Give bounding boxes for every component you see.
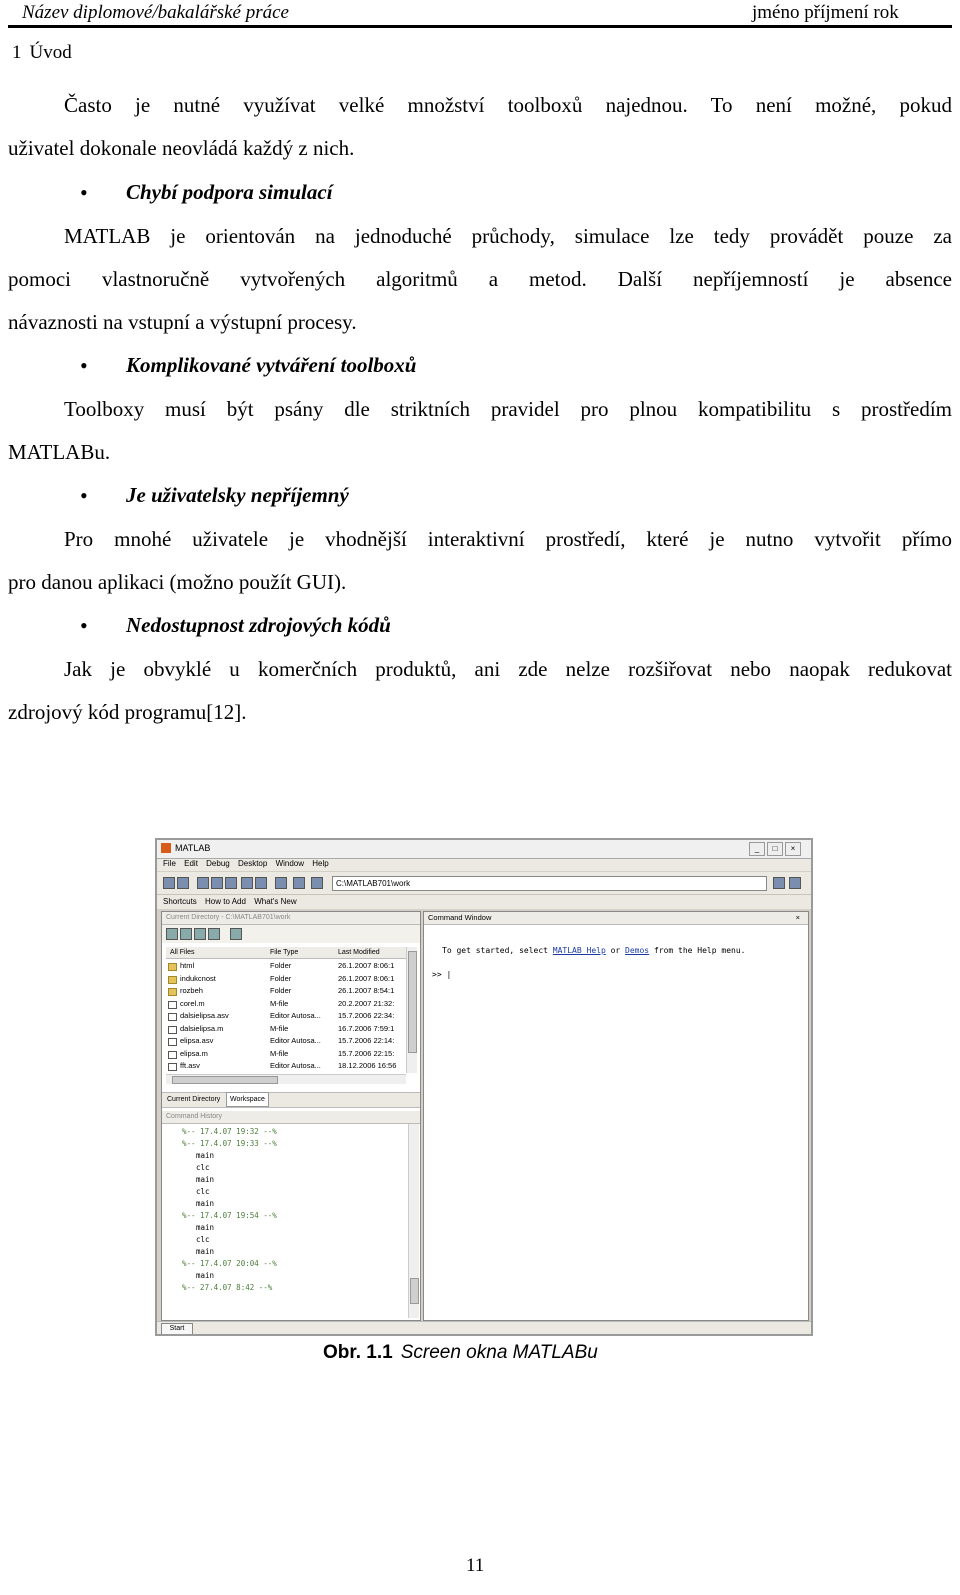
file-row[interactable] bbox=[166, 1035, 406, 1048]
command-welcome-text bbox=[442, 946, 745, 955]
history-entry[interactable]: %-- 17.4.07 19:33 --% bbox=[182, 1139, 277, 1148]
file-type: Folder bbox=[270, 973, 292, 983]
history-entry[interactable]: %-- 27.4.07 8:42 --% bbox=[182, 1283, 273, 1292]
file-type: Folder bbox=[270, 986, 292, 995]
minimize-icon[interactable]: _ bbox=[749, 842, 765, 856]
simulink-icon[interactable] bbox=[275, 877, 287, 889]
paste-icon[interactable] bbox=[225, 877, 237, 889]
file-date: 26.1.2007 8:06:1 bbox=[338, 961, 395, 970]
close-icon[interactable]: × bbox=[795, 913, 800, 922]
guide-icon[interactable] bbox=[293, 877, 305, 889]
history-entry[interactable]: main bbox=[196, 1271, 215, 1280]
main-toolbar bbox=[157, 872, 811, 895]
browse-folder-icon[interactable] bbox=[773, 877, 785, 889]
tab-workspace[interactable]: Workspace bbox=[226, 1092, 269, 1107]
window-title: MATLAB bbox=[175, 843, 211, 853]
file-name: html bbox=[180, 961, 195, 970]
figure-label: Obr. 1.1 bbox=[323, 1342, 393, 1363]
file-type: Editor Autosa... bbox=[270, 1011, 321, 1020]
m-file-icon bbox=[168, 1051, 177, 1059]
bullet-dot: • bbox=[80, 353, 88, 378]
file-row[interactable] bbox=[166, 960, 406, 973]
file-date: 16.7.2006 7:59:1 bbox=[338, 1023, 395, 1033]
history-entry[interactable]: clc bbox=[196, 1187, 210, 1196]
figure-caption-text: Screen okna MATLABu bbox=[400, 1342, 598, 1363]
current-directory-title: Current Directory - C:\MATLAB701\work bbox=[166, 914, 291, 921]
whats-new-link[interactable]: What's New bbox=[254, 897, 297, 906]
column-all-files[interactable]: All Files bbox=[170, 949, 195, 956]
folder-icon bbox=[168, 976, 177, 984]
current-directory-input[interactable]: C:\MATLAB701\work bbox=[332, 876, 767, 891]
bullet-dot: • bbox=[80, 483, 88, 508]
menu-bar bbox=[157, 859, 811, 871]
header-rule bbox=[8, 25, 952, 28]
paragraph-line: Pro mnohé uživatele je vhodnější interaktivní prostředí, které je nutno vytvořit přímo bbox=[64, 527, 952, 551]
paragraph-line: Toolboxy musí být psány dle striktních pravidel pro plnou kompatibilitu s prostředím bbox=[64, 397, 952, 421]
command-history-header bbox=[162, 1111, 420, 1124]
menu-window[interactable]: Window bbox=[275, 859, 305, 868]
command-history-title: Command History bbox=[166, 1113, 223, 1120]
scroll-thumb[interactable] bbox=[408, 951, 417, 1053]
chapter-title: Úvod bbox=[29, 42, 72, 63]
matlab-screenshot bbox=[155, 838, 813, 1336]
bullet-paragraph bbox=[8, 518, 952, 604]
file-type: Editor Autosa... bbox=[270, 1036, 321, 1045]
command-window-title: Command Window bbox=[428, 913, 492, 922]
paragraph-line: pro danou aplikaci (možno použít GUI). bbox=[8, 570, 347, 594]
file-type: M-file bbox=[270, 1048, 289, 1058]
file-name: rozbeh bbox=[180, 986, 203, 995]
paragraph-line: pomoci vlastnoručně vytvořených algoritmů a metod. Další nepříjemností je absence bbox=[8, 267, 952, 291]
column-file-type[interactable]: File Type bbox=[270, 949, 299, 956]
history-entry[interactable]: main bbox=[196, 1175, 215, 1184]
matlab-help-link[interactable]: MATLAB Help bbox=[552, 946, 606, 955]
start-button[interactable]: Start bbox=[161, 1323, 193, 1335]
current-directory-header bbox=[162, 912, 420, 925]
file-type: Folder bbox=[270, 961, 292, 970]
paragraph-line: návaznosti na vstupní a výstupní procesy. bbox=[8, 310, 357, 334]
open-file-icon[interactable] bbox=[177, 877, 189, 889]
cut-icon[interactable] bbox=[197, 877, 209, 889]
file-row[interactable] bbox=[166, 1048, 406, 1061]
panel-tabs bbox=[162, 1092, 420, 1108]
paragraph-line: MATLABu. bbox=[8, 440, 111, 464]
figure-caption bbox=[323, 1342, 598, 1364]
window-titlebar bbox=[157, 840, 811, 859]
history-entry[interactable]: main bbox=[196, 1247, 215, 1256]
left-panel bbox=[161, 911, 421, 1321]
file-type: M-file bbox=[270, 1023, 289, 1033]
welcome-text-c: from the Help menu. bbox=[649, 946, 746, 955]
intro-paragraph bbox=[8, 84, 952, 170]
folder-icon bbox=[168, 963, 177, 971]
history-entry[interactable]: clc bbox=[196, 1163, 210, 1172]
file-list-scrollbar[interactable] bbox=[406, 947, 417, 1073]
m-file-icon bbox=[168, 1026, 177, 1034]
asv-file-icon bbox=[168, 1013, 177, 1021]
copy-icon[interactable] bbox=[211, 877, 223, 889]
file-list-hscrollbar[interactable] bbox=[166, 1074, 406, 1084]
file-name: elipsa.asv bbox=[180, 1036, 214, 1045]
bullet-heading: Chybí podpora simulací bbox=[126, 180, 333, 204]
file-list-header bbox=[166, 947, 406, 959]
redo-icon[interactable] bbox=[255, 877, 267, 889]
file-row[interactable] bbox=[166, 1010, 406, 1023]
file-name: corel.m bbox=[180, 998, 205, 1008]
bullet-heading: Nedostupnost zdrojových kódů bbox=[126, 613, 391, 637]
find-icon[interactable] bbox=[194, 928, 206, 940]
tab-current-directory[interactable]: Current Directory bbox=[167, 1096, 221, 1103]
help-icon[interactable] bbox=[311, 877, 323, 889]
bullet-paragraph bbox=[8, 648, 952, 734]
new-file-icon[interactable] bbox=[163, 877, 175, 889]
status-bar bbox=[157, 1321, 811, 1335]
bullet-dot: • bbox=[80, 180, 88, 205]
asv-file-icon bbox=[168, 1038, 177, 1046]
menu-debug[interactable]: Debug bbox=[206, 859, 230, 868]
new-folder-icon[interactable] bbox=[180, 928, 192, 940]
file-row[interactable] bbox=[166, 998, 406, 1011]
refresh-icon[interactable] bbox=[208, 928, 220, 940]
asv-file-icon bbox=[168, 1063, 177, 1071]
command-window[interactable] bbox=[423, 911, 809, 1321]
file-row[interactable] bbox=[166, 1060, 406, 1073]
shortcuts-bar bbox=[157, 895, 811, 909]
file-row[interactable] bbox=[166, 985, 406, 998]
m-file-icon bbox=[168, 1001, 177, 1009]
history-entry[interactable]: main bbox=[196, 1223, 215, 1232]
history-entry[interactable]: %-- 17.4.07 19:54 --% bbox=[182, 1211, 277, 1220]
intro-line-1: Často je nutné využívat velké množství toolboxů najednou. To není možné, pokud bbox=[64, 93, 952, 117]
file-date: 26.1.2007 8:06:1 bbox=[338, 973, 395, 983]
file-date: 20.2.2007 21:32: bbox=[338, 998, 395, 1008]
directory-toolbar bbox=[162, 925, 420, 943]
welcome-text-b: or bbox=[605, 946, 626, 955]
file-name: dalsielipsa.m bbox=[180, 1023, 224, 1033]
file-type: Editor Autosa... bbox=[270, 1061, 321, 1070]
welcome-text-a: To get started, select bbox=[442, 946, 553, 955]
file-name: elipsa.m bbox=[180, 1048, 208, 1058]
file-row[interactable] bbox=[166, 973, 406, 986]
scroll-thumb[interactable] bbox=[410, 1278, 419, 1304]
folder-up-icon[interactable] bbox=[166, 928, 178, 940]
maximize-icon[interactable]: □ bbox=[767, 842, 783, 856]
paragraph-line: Jak je obvyklé u komerčních produktů, ani zde nelze rozšiřovat nebo naopak redukovat bbox=[64, 657, 952, 681]
action-icon[interactable] bbox=[230, 928, 242, 940]
menu-desktop[interactable]: Desktop bbox=[237, 859, 268, 868]
menu-edit[interactable]: Edit bbox=[184, 859, 198, 868]
chapter-heading bbox=[12, 42, 80, 64]
folder-icon bbox=[168, 988, 177, 996]
file-name: indukcnost bbox=[180, 973, 216, 983]
author-year: jméno příjmení rok bbox=[752, 2, 899, 23]
bullet-paragraph bbox=[8, 388, 952, 474]
column-last-modified[interactable]: Last Modified bbox=[338, 949, 380, 956]
bullet-paragraph bbox=[8, 215, 952, 344]
history-entry[interactable]: %-- 17.4.07 20:04 --% bbox=[182, 1259, 277, 1268]
file-type: M-file bbox=[270, 998, 289, 1008]
file-date: 15.7.2006 22:34: bbox=[338, 1011, 395, 1020]
bullet-heading: Je uživatelsky nepříjemný bbox=[126, 483, 349, 507]
file-row[interactable] bbox=[166, 1023, 406, 1036]
prompt-symbol: >> bbox=[432, 970, 442, 979]
file-name: fft.asv bbox=[180, 1061, 200, 1070]
command-window-header bbox=[424, 912, 808, 925]
file-date: 18.12.2006 16:56 bbox=[338, 1061, 397, 1070]
menu-help[interactable]: Help bbox=[312, 859, 329, 868]
page-number: 11 bbox=[466, 1555, 485, 1576]
how-to-add-link[interactable]: How to Add bbox=[205, 897, 246, 906]
file-date: 26.1.2007 8:54:1 bbox=[338, 986, 395, 995]
undo-icon[interactable] bbox=[241, 877, 253, 889]
close-icon[interactable]: × bbox=[785, 842, 801, 856]
file-date: 15.7.2006 22:14: bbox=[338, 1036, 395, 1045]
history-scrollbar[interactable] bbox=[408, 1124, 419, 1318]
demos-link[interactable]: Demos bbox=[625, 946, 650, 955]
bullet-heading: Komplikované vytváření toolboxů bbox=[126, 353, 417, 377]
chapter-number: 1 bbox=[12, 42, 22, 63]
parent-folder-icon[interactable] bbox=[789, 877, 801, 889]
file-name: dalsielipsa.asv bbox=[180, 1011, 229, 1020]
command-prompt[interactable]: >> | bbox=[432, 970, 452, 979]
history-entry[interactable]: clc bbox=[196, 1235, 210, 1244]
intro-line-2: uživatel dokonale neovládá každý z nich. bbox=[8, 136, 355, 160]
shortcuts-label[interactable]: Shortcuts bbox=[163, 897, 197, 906]
history-entry[interactable]: main bbox=[196, 1151, 215, 1160]
file-date: 15.7.2006 22:15: bbox=[338, 1048, 395, 1058]
scroll-thumb[interactable] bbox=[172, 1076, 278, 1084]
page-header bbox=[0, 0, 960, 28]
paragraph-line: zdrojový kód programu[12]. bbox=[8, 700, 247, 724]
matlab-logo-icon bbox=[161, 843, 171, 853]
thesis-title: Název diplomové/bakalářské práce bbox=[22, 2, 289, 23]
history-entry[interactable]: main bbox=[196, 1199, 215, 1208]
menu-file[interactable]: File bbox=[163, 859, 176, 868]
paragraph-line: MATLAB je orientován na jednoduché průchody, simulace lze tedy provádět pouze za bbox=[64, 224, 952, 248]
bullet-dot: • bbox=[80, 613, 88, 638]
history-entry[interactable]: %-- 17.4.07 19:32 --% bbox=[182, 1127, 277, 1136]
